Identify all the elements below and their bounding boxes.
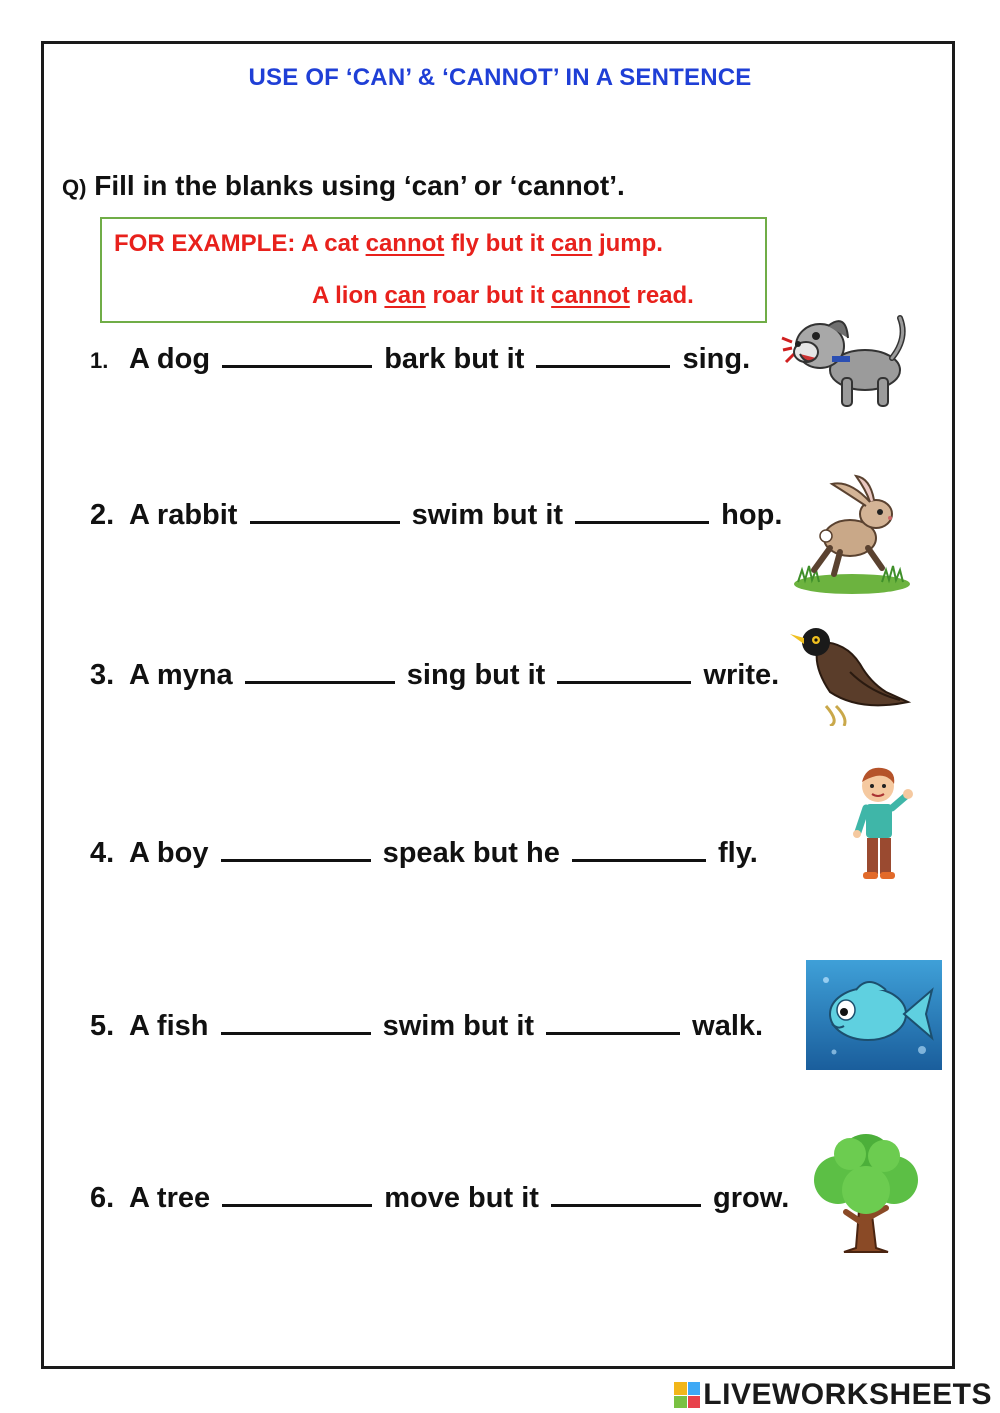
item-subject: A tree <box>128 1182 211 1214</box>
item-middle: move but it <box>384 1182 539 1214</box>
item-subject: A fish <box>128 1010 209 1042</box>
dog-barking-icon <box>780 308 915 416</box>
item-number: 6. <box>90 1182 115 1214</box>
exercise-item-4 <box>90 837 758 870</box>
logo-text: LIVEWORKSHEETS <box>703 1378 992 1411</box>
answer-blank-4a[interactable] <box>221 837 371 862</box>
item-subject: A dog <box>128 343 211 375</box>
exercise-item-5 <box>90 1010 763 1043</box>
exercise-item-2 <box>90 499 782 532</box>
item-number: 1. <box>90 348 109 373</box>
answer-blank-5a[interactable] <box>221 1010 371 1035</box>
example-underlined-word: can <box>550 230 593 257</box>
answer-blank-6b[interactable] <box>551 1182 701 1207</box>
answer-blank-1a[interactable] <box>222 343 372 368</box>
item-subject: A boy <box>128 837 209 869</box>
exercise-item-6 <box>90 1182 789 1215</box>
answer-blank-3b[interactable] <box>557 659 691 684</box>
example-line-2 <box>312 282 694 310</box>
answer-blank-1b[interactable] <box>536 343 670 368</box>
example-text: A cat <box>301 230 359 257</box>
item-middle: sing but it <box>406 659 546 691</box>
example-text: jump. <box>598 230 663 257</box>
answer-blank-3a[interactable] <box>245 659 395 684</box>
boy-icon <box>848 766 918 886</box>
answer-blank-2a[interactable] <box>250 499 400 524</box>
example-text: read. <box>636 282 694 309</box>
question-instruction <box>62 170 625 202</box>
example-text: roar but it <box>432 282 545 309</box>
myna-bird-icon <box>790 622 912 726</box>
item-number: 2. <box>90 499 115 531</box>
worksheet-title: USE OF ‘CAN’ & ‘CANNOT’ IN A SENTENCE <box>248 64 752 91</box>
example-text: A lion <box>312 282 378 309</box>
exercise-item-3 <box>90 659 779 692</box>
item-number: 5. <box>90 1010 115 1042</box>
example-underlined-word: cannot <box>551 282 630 309</box>
item-middle: swim but it <box>411 499 564 531</box>
item-middle: bark but it <box>384 343 525 375</box>
logo-mark-icon <box>674 1382 700 1408</box>
item-middle: speak but he <box>382 837 560 869</box>
example-underlined-word: can <box>384 282 426 309</box>
fish-icon <box>806 960 942 1070</box>
question-prefix: Q) <box>62 175 87 200</box>
answer-blank-4b[interactable] <box>572 837 706 862</box>
item-number: 4. <box>90 837 115 869</box>
question-text: Fill in the blanks using ‘can’ or ‘cannot’. <box>94 170 625 201</box>
item-subject: A myna <box>128 659 233 691</box>
item-end: write. <box>703 659 780 691</box>
item-end: fly. <box>718 837 758 869</box>
item-end: grow. <box>713 1182 790 1214</box>
item-subject: A rabbit <box>128 499 238 531</box>
liveworksheets-logo <box>674 1378 992 1412</box>
example-line-1 <box>114 230 663 258</box>
item-number: 3. <box>90 659 115 691</box>
answer-blank-6a[interactable] <box>222 1182 372 1207</box>
item-middle: swim but it <box>382 1010 535 1042</box>
item-end: walk. <box>692 1010 764 1042</box>
item-end: sing. <box>682 343 751 375</box>
answer-blank-2b[interactable] <box>575 499 709 524</box>
example-underlined-word: cannot <box>365 230 445 257</box>
answer-blank-5b[interactable] <box>546 1010 680 1035</box>
rabbit-icon <box>790 474 918 596</box>
example-label: FOR EXAMPLE: <box>114 230 296 257</box>
exercise-item-1 <box>90 343 750 376</box>
tree-icon <box>806 1128 926 1256</box>
example-text: fly but it <box>450 230 545 257</box>
item-end: hop. <box>721 499 783 531</box>
